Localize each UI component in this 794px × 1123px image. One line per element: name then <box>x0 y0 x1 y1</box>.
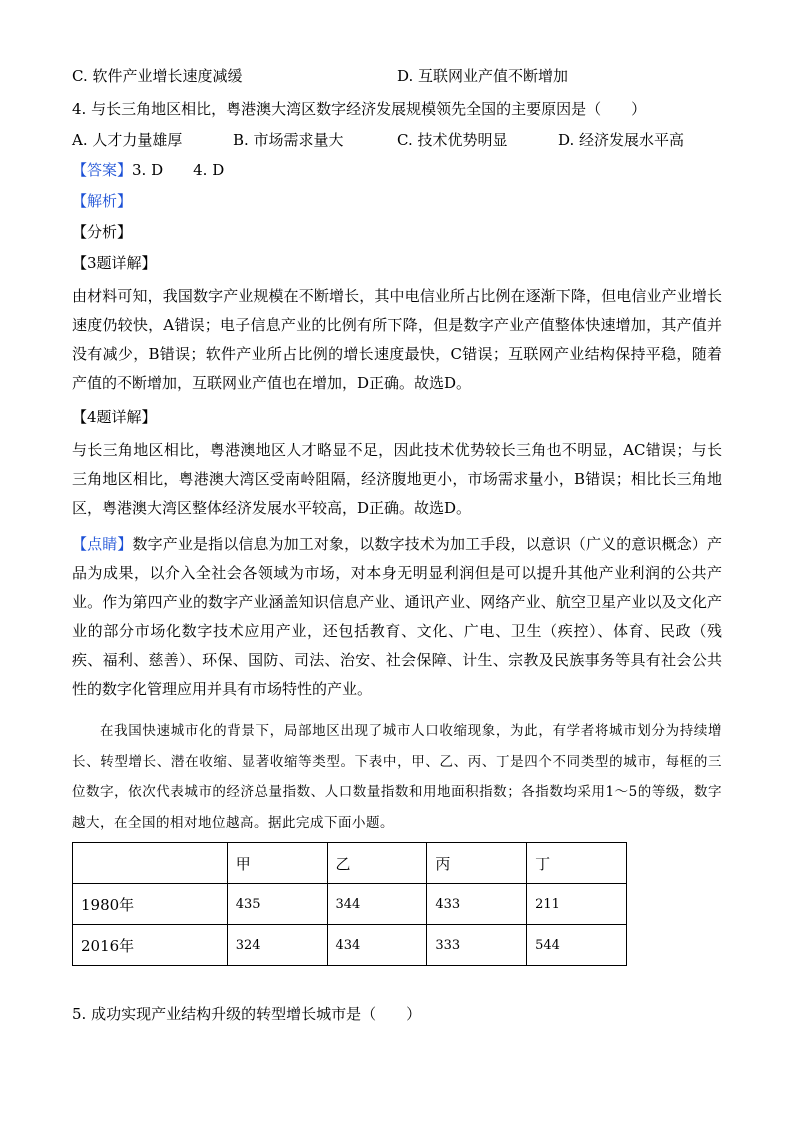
q4-option-b: B. 市场需求量大 <box>233 131 344 149</box>
table-header-cell: 甲 <box>227 843 327 884</box>
table-header-cell: 乙 <box>327 843 427 884</box>
q4-detail-text: 与长三角地区相比，粤港澳地区人才略显不足，因此技术优势较长三角也不明显，AC错误；与长三角地区相比，粤港澳大湾区受南岭阻隔，经济腹地更小，市场需求量小，B错误；相比长三角地区，粤港澳大湾区整体经济发展水平较高，D正确。故选D。 <box>72 441 722 517</box>
table-header-cell: 丁 <box>527 843 627 884</box>
q3-detail-text: 由材料可知，我国数字产业规模在不断增长，其中电信业所占比例在逐渐下降，但电信业产业增长速度仍较快，A错误；电子信息产业的比例有所下降，但是数字产业产值整体快速增加，其产值并没有减少，B错误；软件产业所占比例的增长速度最快，C错误；互联网产业结构保持平稳，随着产值的不断增加，互联网业产值也在增加，D正确。故选D。 <box>72 287 722 392</box>
answer-tag: 【答案】 <box>72 161 133 179</box>
table-cell: 1980年 <box>73 884 228 925</box>
table-cell: 433 <box>427 884 527 925</box>
table-cell: 435 <box>227 884 327 925</box>
answer-line <box>72 160 224 180</box>
answer-text: 3. D 4. D <box>132 161 225 179</box>
table-cell: 544 <box>527 925 627 966</box>
table-cell: 434 <box>327 925 427 966</box>
table-cell: 211 <box>527 884 627 925</box>
q4-stem: 4. 与长三角地区相比，粤港澳大湾区数字经济发展规模领先全国的主要原因是（ ） <box>72 100 647 118</box>
q4-option-d: D. 经济发展水平高 <box>558 131 685 149</box>
table-cell: 2016年 <box>73 925 228 966</box>
dianjing-tag: 【点睛】 <box>72 535 133 553</box>
table-row <box>73 884 627 925</box>
q5-stem: 5. 成功实现产业结构升级的转型增长城市是（ ） <box>72 1005 422 1023</box>
table-header-row <box>73 843 627 884</box>
q4-detail-tag: 【4题详解】 <box>72 408 157 426</box>
index-table <box>72 842 627 966</box>
q3-option-c: C. 软件产业增长速度减缓 <box>72 67 243 85</box>
table-header-cell <box>73 843 228 884</box>
q4-option-a: A. 人才力量雄厚 <box>72 131 183 149</box>
q4-option-c: C. 技术优势明显 <box>397 131 508 149</box>
table-cell: 324 <box>227 925 327 966</box>
table-cell: 344 <box>327 884 427 925</box>
q3-detail-tag: 【3题详解】 <box>72 254 157 272</box>
material-text: 在我国快速城市化的背景下，局部地区出现了城市人口收缩现象，为此，有学者将城市划分为持续增长、转型增长、潜在收缩、显著收缩等类型。下表中，甲、乙、丙、丁是四个不同类型的城市，每框的三位数字，依次代表城市的经济总量指数、人口数量指数和用地面积指数；各指数均采用1～5的等级，数字越大，在全国的相对地位越高。据此完成下面小题。 <box>72 723 722 831</box>
table-cell: 333 <box>427 925 527 966</box>
q3-option-d: D. 互联网业产值不断增加 <box>397 67 569 85</box>
table-row <box>73 925 627 966</box>
dianjing-block <box>72 530 722 704</box>
dianjing-text: 数字产业是指以信息为加工对象，以数字技术为加工手段，以意识（广义的意识概念）产品为成果，以介入全社会各领域为市场，对本身无明显利润但是可以提升其他产业利润的公共产业。作为第四产业的数字产业涵盖知识信息产业、通讯产业、网络产业、航空卫星产业以及文化产业的部分市场化数字技术应用产业，还包括教育、文化、广电、卫生（疾控）、体育、民政（残疾、福利、慈善）、环保、国防、司法、治安、社会保障、计生、宗教及民族事务等具有社会公共性的数字化管理应用并具有市场特性的产业。 <box>72 535 722 698</box>
fenxi-tag: 【分析】 <box>72 223 133 241</box>
table-header-cell: 丙 <box>427 843 527 884</box>
analysis-tag: 【解析】 <box>72 192 133 210</box>
